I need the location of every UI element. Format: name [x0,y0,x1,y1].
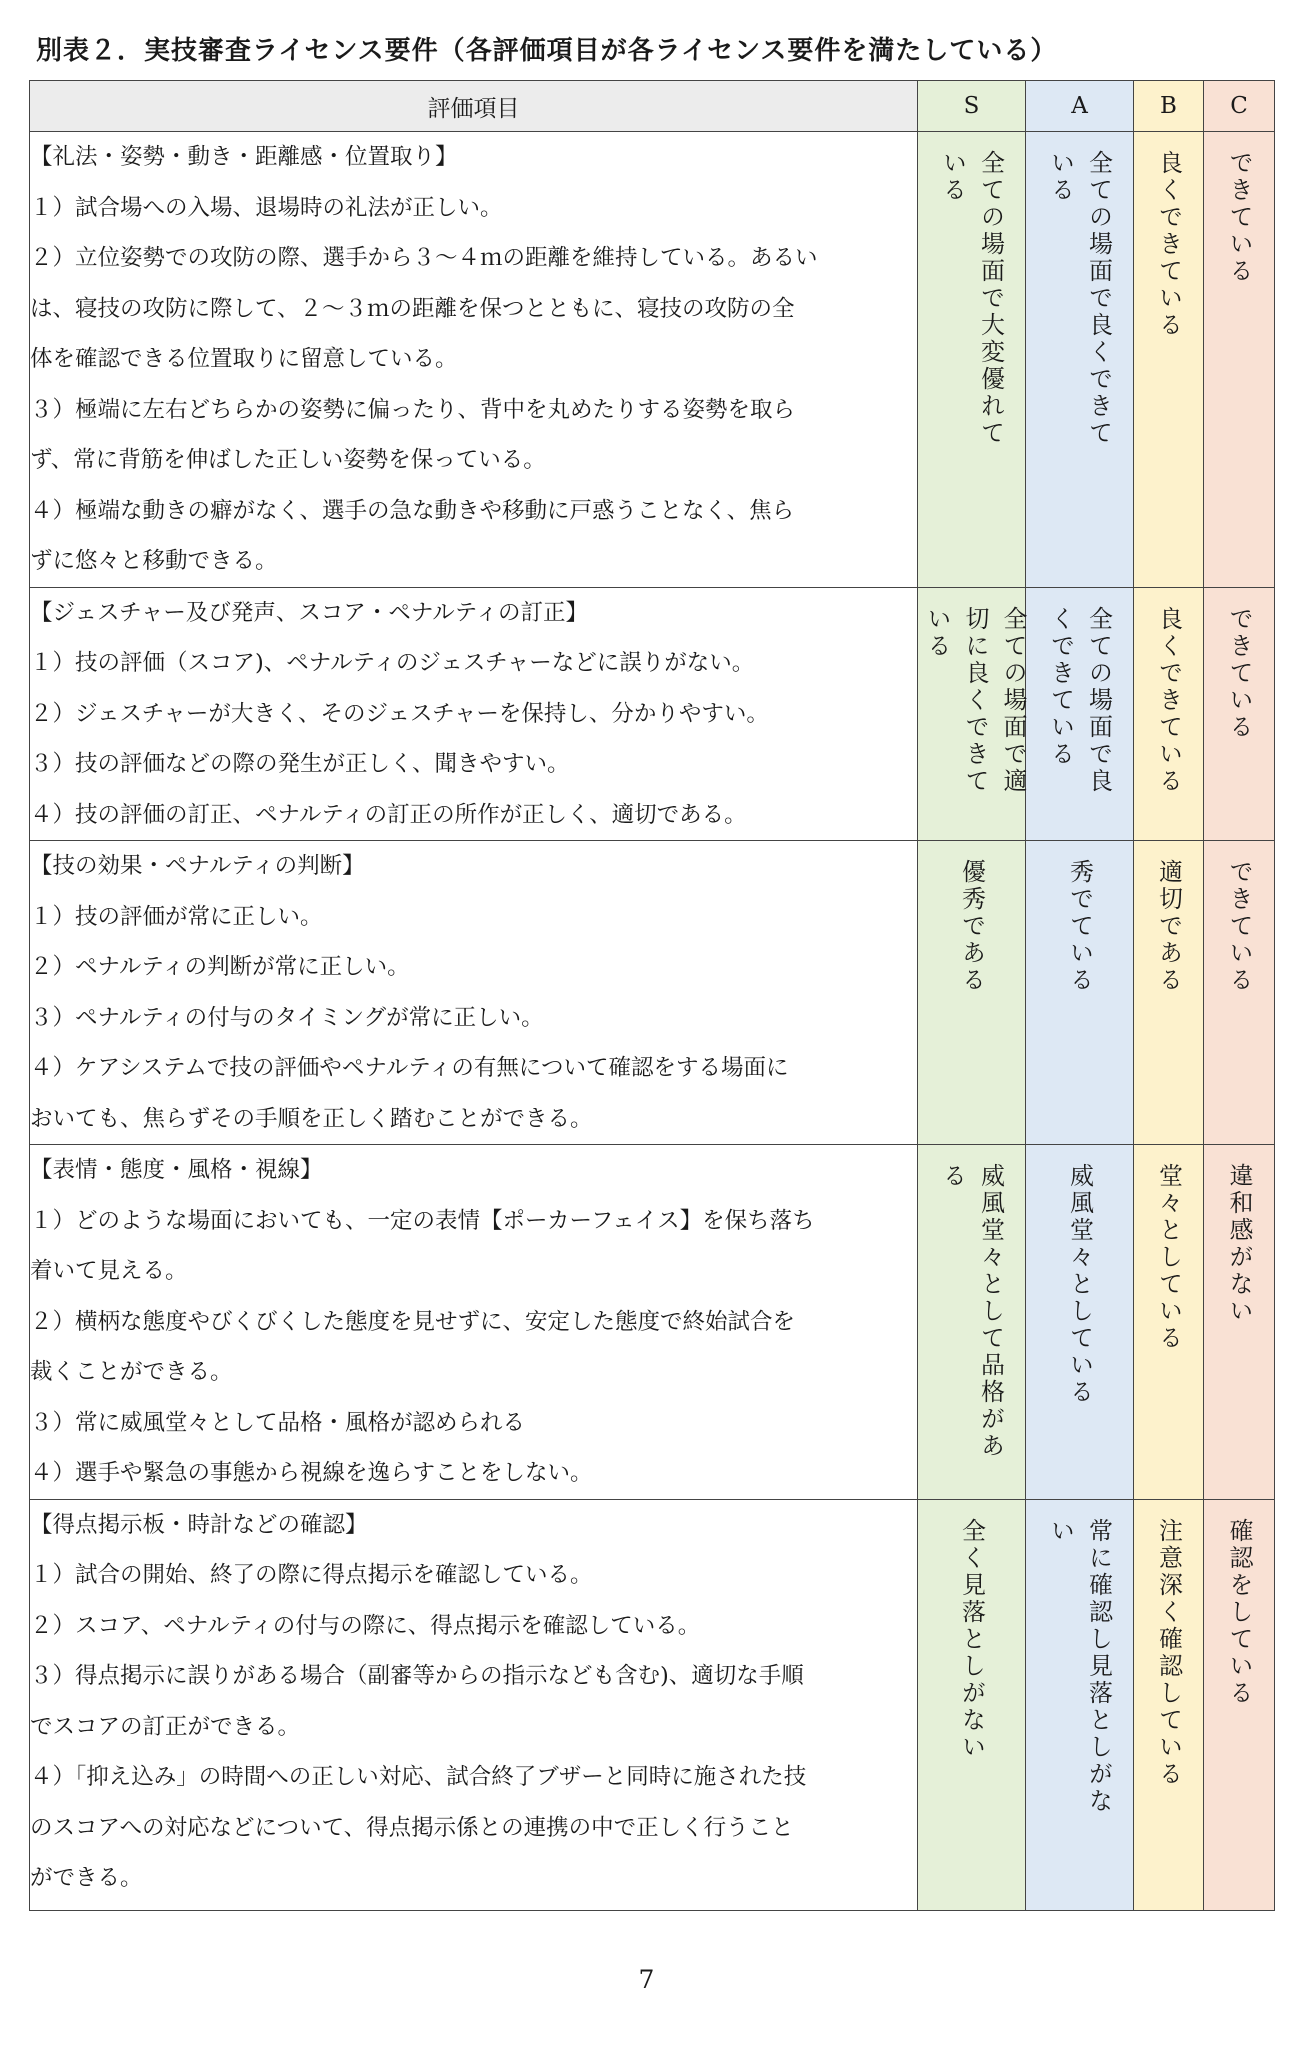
header-grade-c: C [1204,81,1275,132]
grade-c-cell [1204,587,1275,841]
evaluation-line: 着いて見える。 [30,1258,188,1284]
grade-s-text: 全ての場面で適切に良くできている [923,605,1027,795]
grade-c-text: 違和感がない [1225,1163,1253,1325]
grade-c-cell [1204,1499,1275,1910]
evaluation-heading: 【礼法・姿勢・動き・距離感・位置取り】 [30,144,458,170]
evaluation-heading: 【得点掲示板・時計などの確認】 [30,1511,368,1538]
evaluation-heading: 【表情・態度・風格・視線】 [30,1157,323,1183]
evaluation-line: ２）スコア、ペナルティの付与の際に、得点掲示を確認している。 [30,1612,701,1639]
evaluation-line: でスコアの訂正ができる。 [30,1713,301,1740]
grade-s-cell [918,587,1026,841]
grade-s-text: 威風堂々として品格がある [938,1163,1005,1460]
evaluation-item-cell [30,1145,918,1500]
header-grade-s: S [918,81,1026,132]
evaluation-line: ２）横柄な態度やびくびくした態度を見せずに、安定した態度で終始試合を [30,1308,796,1335]
grade-a-cell [1026,587,1134,841]
table-row [30,587,1275,841]
grade-a-cell [1026,841,1134,1145]
grade-b-cell [1134,1499,1204,1910]
evaluation-line: ４）ケアシステムで技の評価やペナルティの有無について確認をする場面に [30,1055,789,1081]
grade-b-text: 良くできている [1154,150,1183,339]
grade-b-text: 適切である [1154,859,1183,994]
evaluation-line: おいても、焦らずその手順を正しく踏むことができる。 [30,1105,593,1132]
evaluation-line: ず、常に背筋を伸ばした正しい姿勢を保っている。 [30,447,546,473]
evaluation-line: １）技の評価が常に正しい。 [30,903,323,930]
grade-c-text: 確認をしている [1225,1517,1253,1707]
evaluation-line: ３）ペナルティの付与のタイミングが常に正しい。 [30,1004,544,1031]
grade-b-text: 堂々としている [1154,1163,1183,1352]
evaluation-line: ４）選手や緊急の事態から視線を逸らすことをしない。 [30,1460,593,1486]
evaluation-line: ２）ジェスチャーが大きく、そのジェスチャーを保持し、分かりやすい。 [30,700,769,727]
evaluation-item-cell [30,132,918,588]
table-row [30,132,1275,588]
evaluation-item-cell [30,1499,918,1910]
evaluation-line: １）試合場への入場、退場時の礼法が正しい。 [30,194,503,221]
evaluation-line: １）試合の開始、終了の際に得点掲示を確認している。 [30,1562,593,1588]
table-row [30,841,1275,1145]
evaluation-heading: 【技の効果・ペナルティの判断】 [30,853,365,879]
table-header-row [30,81,1275,132]
grade-b-text: 注意深く確認している [1154,1517,1183,1788]
evaluation-line: 体を確認できる位置取りに留意している。 [30,346,458,372]
page-number: 7 [638,1965,655,1994]
table-row [30,1145,1275,1500]
evaluation-line: ３）技の評価などの際の発生が正しく、聞きやすい。 [30,751,570,777]
grade-s-text: 優秀である [957,859,986,994]
document-title: 別表２．実技審査ライセンス要件（各評価項目が各ライセンス要件を満たしている） [36,36,1058,66]
grade-c-cell [1204,841,1275,1145]
evaluation-item-cell [30,841,918,1145]
evaluation-line: ２）立位姿勢での攻防の際、選手から３～４ｍの距離を維持している。あるい [30,245,818,271]
grade-s-text: 全ての場面で大変優れている [938,150,1005,447]
header-grade-a: A [1026,81,1134,132]
grade-b-cell [1134,1145,1204,1500]
evaluation-line: １）技の評価（スコア)、ペナルティのジェスチャーなどに誤りがない。 [30,650,755,676]
grade-b-text: 良くできている [1154,605,1183,795]
grade-b-cell [1134,587,1204,841]
evaluation-item-cell [30,587,918,841]
header-grade-b: B [1134,81,1204,132]
grade-b-cell [1134,841,1204,1145]
grade-a-text: 秀でている [1065,859,1094,994]
grade-c-text: できている [1225,150,1253,285]
evaluation-line: ３）極端に左右どちらかの姿勢に偏ったり、背中を丸めたりする姿勢を取ら [30,396,796,423]
table-row [30,1499,1275,1910]
evaluation-line: は、寝技の攻防に際して、２～３ｍの距離を保つとともに、寝技の攻防の全 [30,295,795,322]
evaluation-line: 裁くことができる。 [30,1359,233,1385]
grade-a-text: 常に確認し見落としがない [1046,1517,1113,1815]
header-evaluation-item: 評価項目 [30,81,918,132]
evaluation-line: ４）極端な動きの癖がなく、選手の急な動きや移動に戸惑うことなく、焦ら [30,497,795,524]
grade-b-cell [1134,132,1204,588]
evaluation-line: ずに悠々と移動できる。 [30,548,278,574]
grade-a-text: 威風堂々としている [1065,1163,1094,1406]
grade-a-cell [1026,1145,1134,1500]
evaluation-line: ４）「抑え込み」の時間への正しい対応、試合終了ブザーと同時に施された技 [30,1764,807,1790]
evaluation-line: ３）得点掲示に誤りがある場合（副審等からの指示なども含む)、適切な手順 [30,1663,804,1689]
grade-a-text: 全ての場面で良くできている [1046,605,1113,795]
grade-c-cell [1204,132,1275,588]
evaluation-line: のスコアへの対応などについて、得点掲示係との連携の中で正しく行うこと [30,1814,794,1841]
grade-s-cell [918,132,1026,588]
grade-c-text: できている [1225,605,1253,741]
grade-s-cell [918,841,1026,1145]
evaluation-line: ができる。 [30,1865,143,1891]
evaluation-line: １）どのような場面においても、一定の表情【ポーカーフェイス】を保ち落ち [30,1207,815,1234]
grade-s-cell [918,1499,1026,1910]
grade-a-text: 全ての場面で良くできている [1046,150,1113,447]
grade-c-text: できている [1225,859,1253,994]
evaluation-line: ２）ペナルティの判断が常に正しい。 [30,954,410,980]
grade-s-cell [918,1145,1026,1500]
evaluation-heading: 【ジェスチャー及び発声、スコア・ペナルティの訂正】 [30,599,589,626]
evaluation-line: ３）常に威風堂々として品格・風格が認められる [30,1409,526,1436]
evaluation-line: ４）技の評価の訂正、ペナルティの訂正の所作が正しく、適切である。 [30,801,747,828]
grade-a-cell [1026,1499,1134,1910]
grade-a-cell [1026,132,1134,588]
license-requirements-table [29,80,1275,1911]
grade-s-text: 全く見落としがない [957,1517,986,1761]
grade-c-cell [1204,1145,1275,1500]
